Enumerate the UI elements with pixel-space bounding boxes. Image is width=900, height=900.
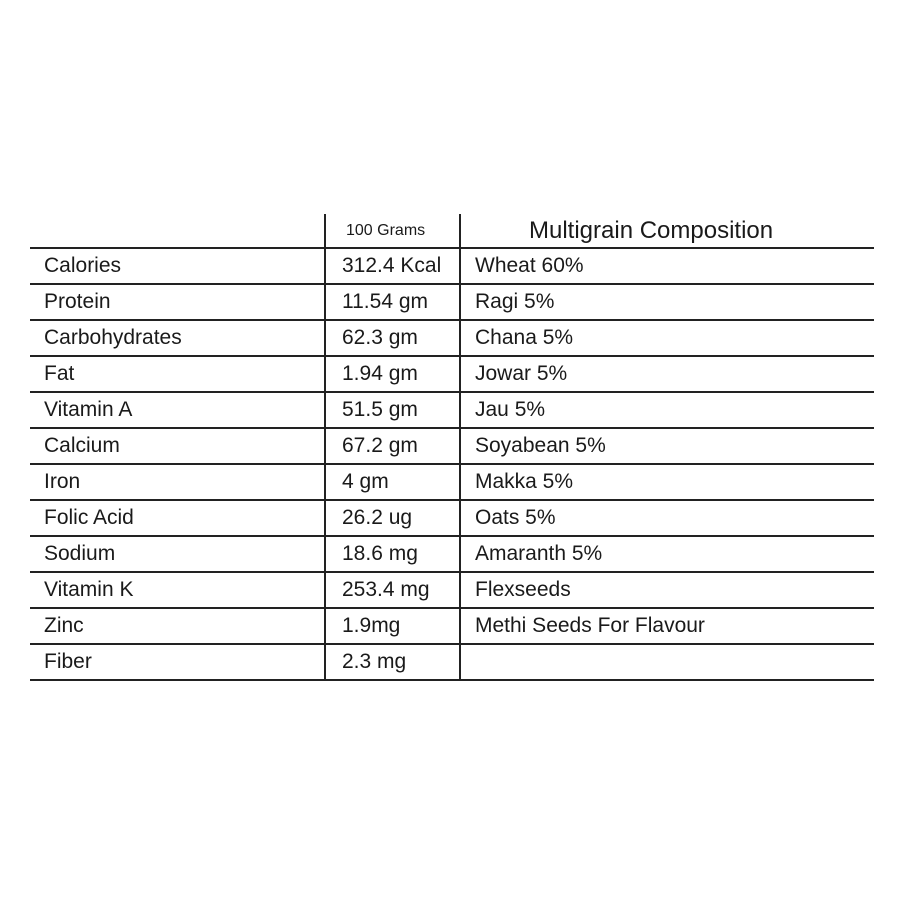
table-row bbox=[30, 284, 874, 320]
nutrient-amount: 11.54 gm bbox=[325, 284, 460, 320]
grain-composition: Jowar 5% bbox=[460, 356, 874, 392]
nutrient-name: Fiber bbox=[30, 644, 325, 680]
table-row bbox=[30, 428, 874, 464]
nutrient-amount: 67.2 gm bbox=[325, 428, 460, 464]
nutrition-table bbox=[30, 214, 874, 681]
nutrient-amount: 1.94 gm bbox=[325, 356, 460, 392]
grain-composition bbox=[460, 644, 874, 680]
grain-composition: Ragi 5% bbox=[460, 284, 874, 320]
table-row bbox=[30, 536, 874, 572]
table-row bbox=[30, 248, 874, 284]
header-multigrain-composition: Multigrain Composition bbox=[460, 214, 874, 248]
grain-composition: Makka 5% bbox=[460, 464, 874, 500]
nutrient-amount: 2.3 mg bbox=[325, 644, 460, 680]
grain-composition: Flexseeds bbox=[460, 572, 874, 608]
table-body bbox=[30, 248, 874, 680]
table-row bbox=[30, 464, 874, 500]
nutrient-name: Carbohydrates bbox=[30, 320, 325, 356]
table-row bbox=[30, 392, 874, 428]
nutrient-amount: 312.4 Kcal bbox=[325, 248, 460, 284]
table-row bbox=[30, 320, 874, 356]
nutrient-name: Protein bbox=[30, 284, 325, 320]
nutrient-amount: 1.9mg bbox=[325, 608, 460, 644]
table-row bbox=[30, 500, 874, 536]
nutrient-name: Iron bbox=[30, 464, 325, 500]
grain-composition: Soyabean 5% bbox=[460, 428, 874, 464]
nutrient-amount: 4 gm bbox=[325, 464, 460, 500]
nutrient-name: Fat bbox=[30, 356, 325, 392]
nutrient-amount: 18.6 mg bbox=[325, 536, 460, 572]
grain-composition: Jau 5% bbox=[460, 392, 874, 428]
header-per-100-grams: 100 Grams bbox=[325, 214, 460, 248]
grain-composition: Methi Seeds For Flavour bbox=[460, 608, 874, 644]
nutrient-name: Calories bbox=[30, 248, 325, 284]
table-row bbox=[30, 644, 874, 680]
grain-composition: Amaranth 5% bbox=[460, 536, 874, 572]
header-nutrient bbox=[30, 214, 325, 248]
table-row bbox=[30, 608, 874, 644]
nutrient-name: Calcium bbox=[30, 428, 325, 464]
nutrient-name: Vitamin K bbox=[30, 572, 325, 608]
table-row bbox=[30, 356, 874, 392]
nutrient-name: Vitamin A bbox=[30, 392, 325, 428]
nutrient-amount: 62.3 gm bbox=[325, 320, 460, 356]
nutrient-amount: 51.5 gm bbox=[325, 392, 460, 428]
grain-composition: Oats 5% bbox=[460, 500, 874, 536]
table-header-row bbox=[30, 214, 874, 248]
table-row bbox=[30, 572, 874, 608]
nutrient-name: Folic Acid bbox=[30, 500, 325, 536]
grain-composition: Chana 5% bbox=[460, 320, 874, 356]
grain-composition: Wheat 60% bbox=[460, 248, 874, 284]
nutrient-amount: 26.2 ug bbox=[325, 500, 460, 536]
nutrient-name: Zinc bbox=[30, 608, 325, 644]
nutrient-amount: 253.4 mg bbox=[325, 572, 460, 608]
nutrient-name: Sodium bbox=[30, 536, 325, 572]
